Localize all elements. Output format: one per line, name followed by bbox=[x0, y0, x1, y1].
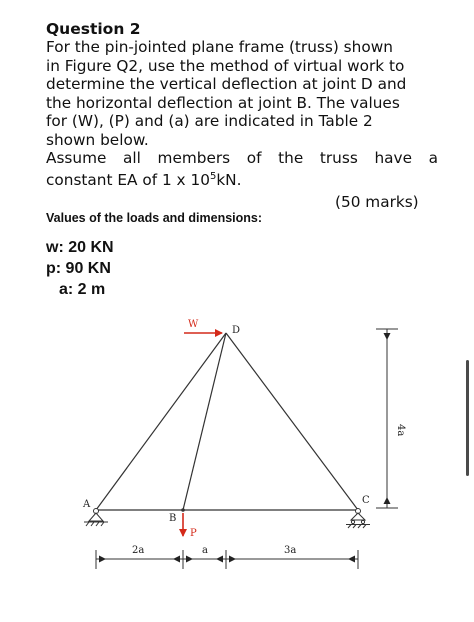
dimension-label-2a: 2a bbox=[132, 545, 145, 556]
value-a: a: 2 m bbox=[59, 281, 106, 298]
dimension-label-4a: 4a bbox=[395, 424, 406, 437]
body-line: shown below. bbox=[46, 130, 149, 149]
ea-unit: kN. bbox=[216, 170, 242, 189]
dimension-label-3a: 3a bbox=[284, 545, 297, 556]
joint-label-a: A bbox=[83, 499, 91, 510]
assume-line: Assume all members of the truss have a bbox=[46, 149, 438, 167]
body-line: the horizontal deflection at joint B. The values bbox=[46, 93, 400, 112]
load-label-p: P bbox=[190, 528, 197, 539]
vertical-dimension bbox=[376, 329, 398, 508]
question-title: Question 2 bbox=[46, 20, 141, 38]
joint-label-c: C bbox=[362, 495, 370, 506]
ea-exponent: 5 bbox=[209, 170, 217, 182]
load-label-w: W bbox=[188, 319, 199, 330]
values-heading: Values of the loads and dimensions: bbox=[46, 211, 263, 225]
member-cd bbox=[226, 333, 358, 510]
marks-label: (50 marks) bbox=[335, 193, 419, 211]
ea-text: constant EA of 1 x 10 bbox=[46, 170, 210, 189]
body-line: determine the vertical deflection at joint D and bbox=[46, 75, 407, 93]
pin-support-a bbox=[84, 509, 108, 527]
joint-label-b: B bbox=[169, 513, 177, 524]
member-bd bbox=[183, 333, 226, 510]
dimension-label-a: a bbox=[202, 545, 208, 556]
joint-label-d: D bbox=[232, 325, 241, 336]
scrollbar-thumb[interactable] bbox=[466, 360, 469, 476]
member-ad bbox=[96, 333, 226, 510]
roller-support-c bbox=[346, 509, 370, 529]
body-line: For the pin-jointed plane frame (truss) shown bbox=[46, 38, 393, 56]
body-line: in Figure Q2, use the method of virtual work to bbox=[46, 56, 405, 75]
value-p: p: 90 KN bbox=[46, 260, 111, 277]
body-line: for (W), (P) and (a) are indicated in Table 2 bbox=[46, 112, 373, 130]
joint-b-marker bbox=[181, 508, 185, 512]
value-w: w: 20 KN bbox=[46, 239, 114, 256]
